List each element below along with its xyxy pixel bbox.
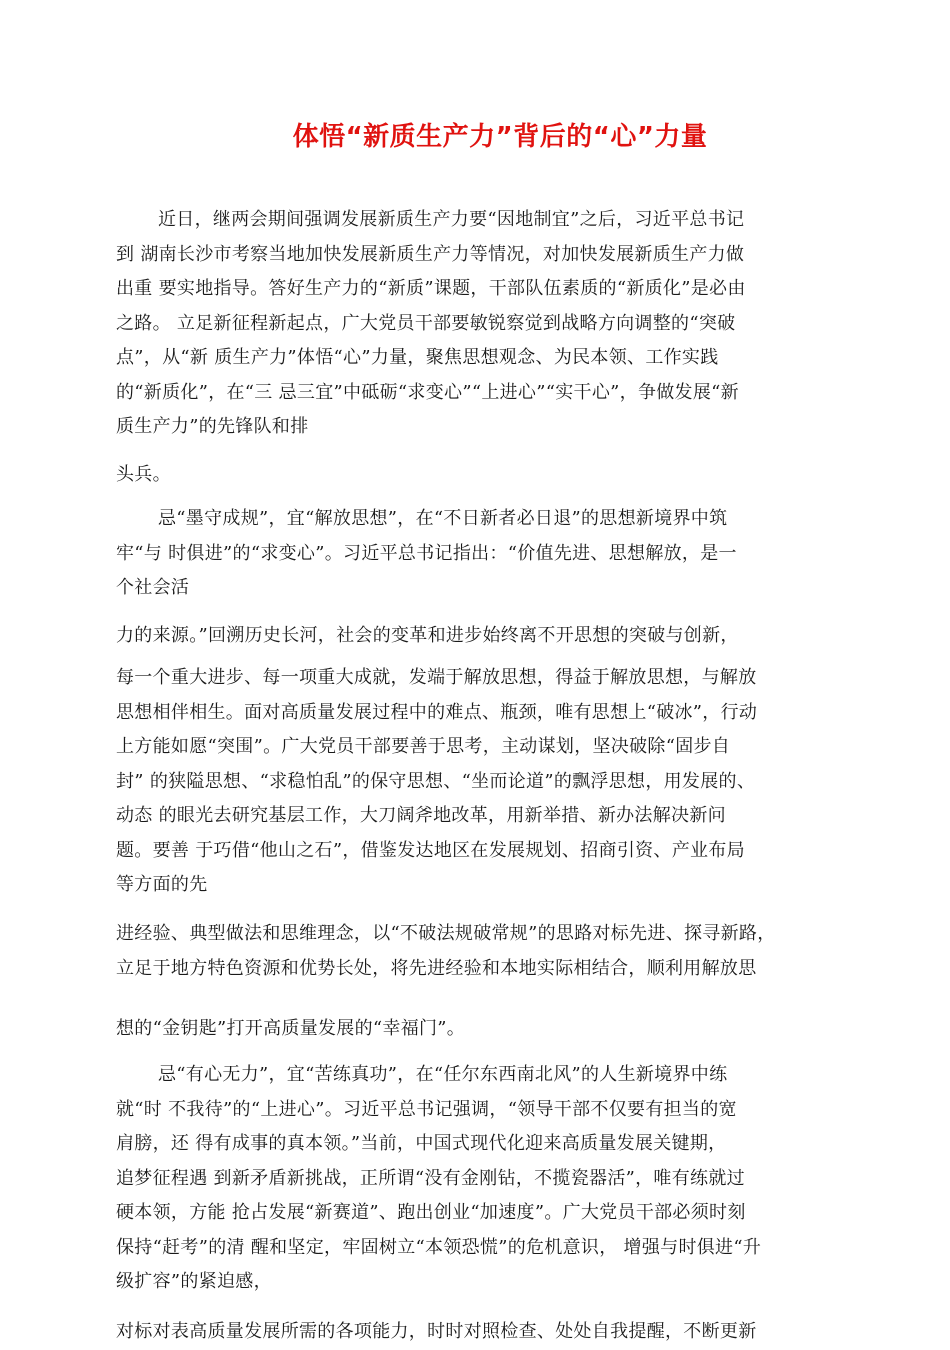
- paragraph-fragment: [116, 1315, 846, 1350]
- text-line: 级扩容”的紧迫感，: [116, 1271, 272, 1292]
- text-line: 牢“与 时俱进”的“求变心”。习近平总书记指出：“价值先进、思想解放，是一: [116, 542, 737, 564]
- text-line: 的“新质化”，在“三 忌三宜”中砥砺“求变心”“上进心”“实干心”，争做发展“新: [116, 381, 739, 403]
- text-line: 等方面的先: [116, 874, 208, 895]
- text-line: 上方能如愿“突围”。广大党员干部要善于思考，主动谋划，坚决破除“固步自: [116, 736, 731, 757]
- text-line: 出重 要实地指导。答好生产力的“新质”课题，干部队伍素质的“新质化”是必由: [116, 278, 746, 299]
- text-line: 近日，继两会期间强调发展新质生产力要“因地制宜”之后，习近平总书记: [158, 209, 745, 230]
- text-line: 思想相伴相生。面对高质量发展过程中的难点、瓶颈，唯有思想上“破冰”，行动: [116, 701, 758, 723]
- text-line: 每一个重大进步、每一项重大成就，发端于解放思想，得益于解放思想，与解放: [116, 667, 757, 688]
- paragraph-fragment: [116, 458, 846, 493]
- text-line: 点”，从“新 质生产力”体悟“心”力量，聚焦思想观念、为民本领、工作实践: [116, 347, 719, 368]
- paragraph-fragment: [116, 619, 846, 654]
- paragraph-fragment: [116, 917, 846, 986]
- document-title: 体悟“新质生产力”背后的“心”力量: [292, 122, 708, 152]
- text-line: 封” 的狭隘思想、“求稳怕乱”的保守思想、“坐而论道”的飘浮思想，用发展的、: [116, 770, 756, 792]
- text-line: 想的“金钥匙”打开高质量发展的“幸福门”。: [116, 1018, 466, 1039]
- text-line: 力的来源。”回溯历史长河，社会的变革和进步始终离不开思想的突破与创新，: [116, 625, 739, 646]
- text-line: 忌“有心无力”，宜“苦练真功”，在“任尔东西南北风”的人生新境界中练: [158, 1064, 728, 1085]
- text-line: 题。要善 于巧借“他山之石”，借鉴发达地区在发展规划、招商引资、产业布局: [116, 839, 745, 861]
- text-line: 个社会活: [116, 577, 190, 598]
- text-line: 动态 的眼光去研究基层工作，大刀阔斧地改革，用新举措、新办法解决新问: [116, 805, 726, 826]
- text-line: 肩膀，还 得有成事的真本领。”当前，中国式现代化迎来高质量发展关键期，: [116, 1133, 727, 1154]
- text-line: 立足于地方特色资源和优势长处，将先进经验和本地实际相结合，顺利用解放思: [116, 957, 757, 979]
- paragraph-fragment: [116, 661, 846, 903]
- text-line: 之路。 立足新征程新起点，广大党员干部要敏锐察觉到战略方向调整的“突破: [116, 312, 736, 334]
- text-line: 硬本领，方能 抢占发展“新赛道”、跑出创业“加速度”。广大党员干部必须时刻: [116, 1202, 746, 1223]
- text-line: 质生产力”的先锋队和排: [116, 416, 309, 437]
- text-line: 忌“墨守成规”，宜“解放思想”，在“不日新者必日退”的思想新境界中筑: [158, 508, 728, 529]
- paragraph-fragment: [116, 1012, 846, 1047]
- text-line: 进经验、典型做法和思维理念，以“不破法规破常规”的思路对标先进、探寻新路，: [116, 923, 776, 944]
- text-line: 头兵。: [116, 464, 171, 485]
- paragraph-section-1: [116, 502, 846, 606]
- paragraph-section-2: [116, 1058, 846, 1300]
- paragraph-intro: [116, 203, 846, 445]
- text-line: 对标对表高质量发展所需的各项能力，时时对照检查、处处自我提醒，不断更新: [116, 1321, 757, 1342]
- text-line: 就“时 不我待”的“上进心”。习近平总书记强调，“领导干部不仅要有担当的宽: [116, 1098, 737, 1120]
- text-line: 保持“赶考”的清 醒和坚定，牢固树立“本领恐慌”的危机意识， 增强与时俱进“升: [116, 1236, 762, 1258]
- text-line: 到 湖南长沙市考察当地加快发展新质生产力等情况，对加快发展新质生产力做: [116, 243, 745, 265]
- text-line: 追梦征程遇 到新矛盾新挑战，正所谓“没有金刚钻，不揽瓷器活”，唯有练就过: [116, 1167, 745, 1189]
